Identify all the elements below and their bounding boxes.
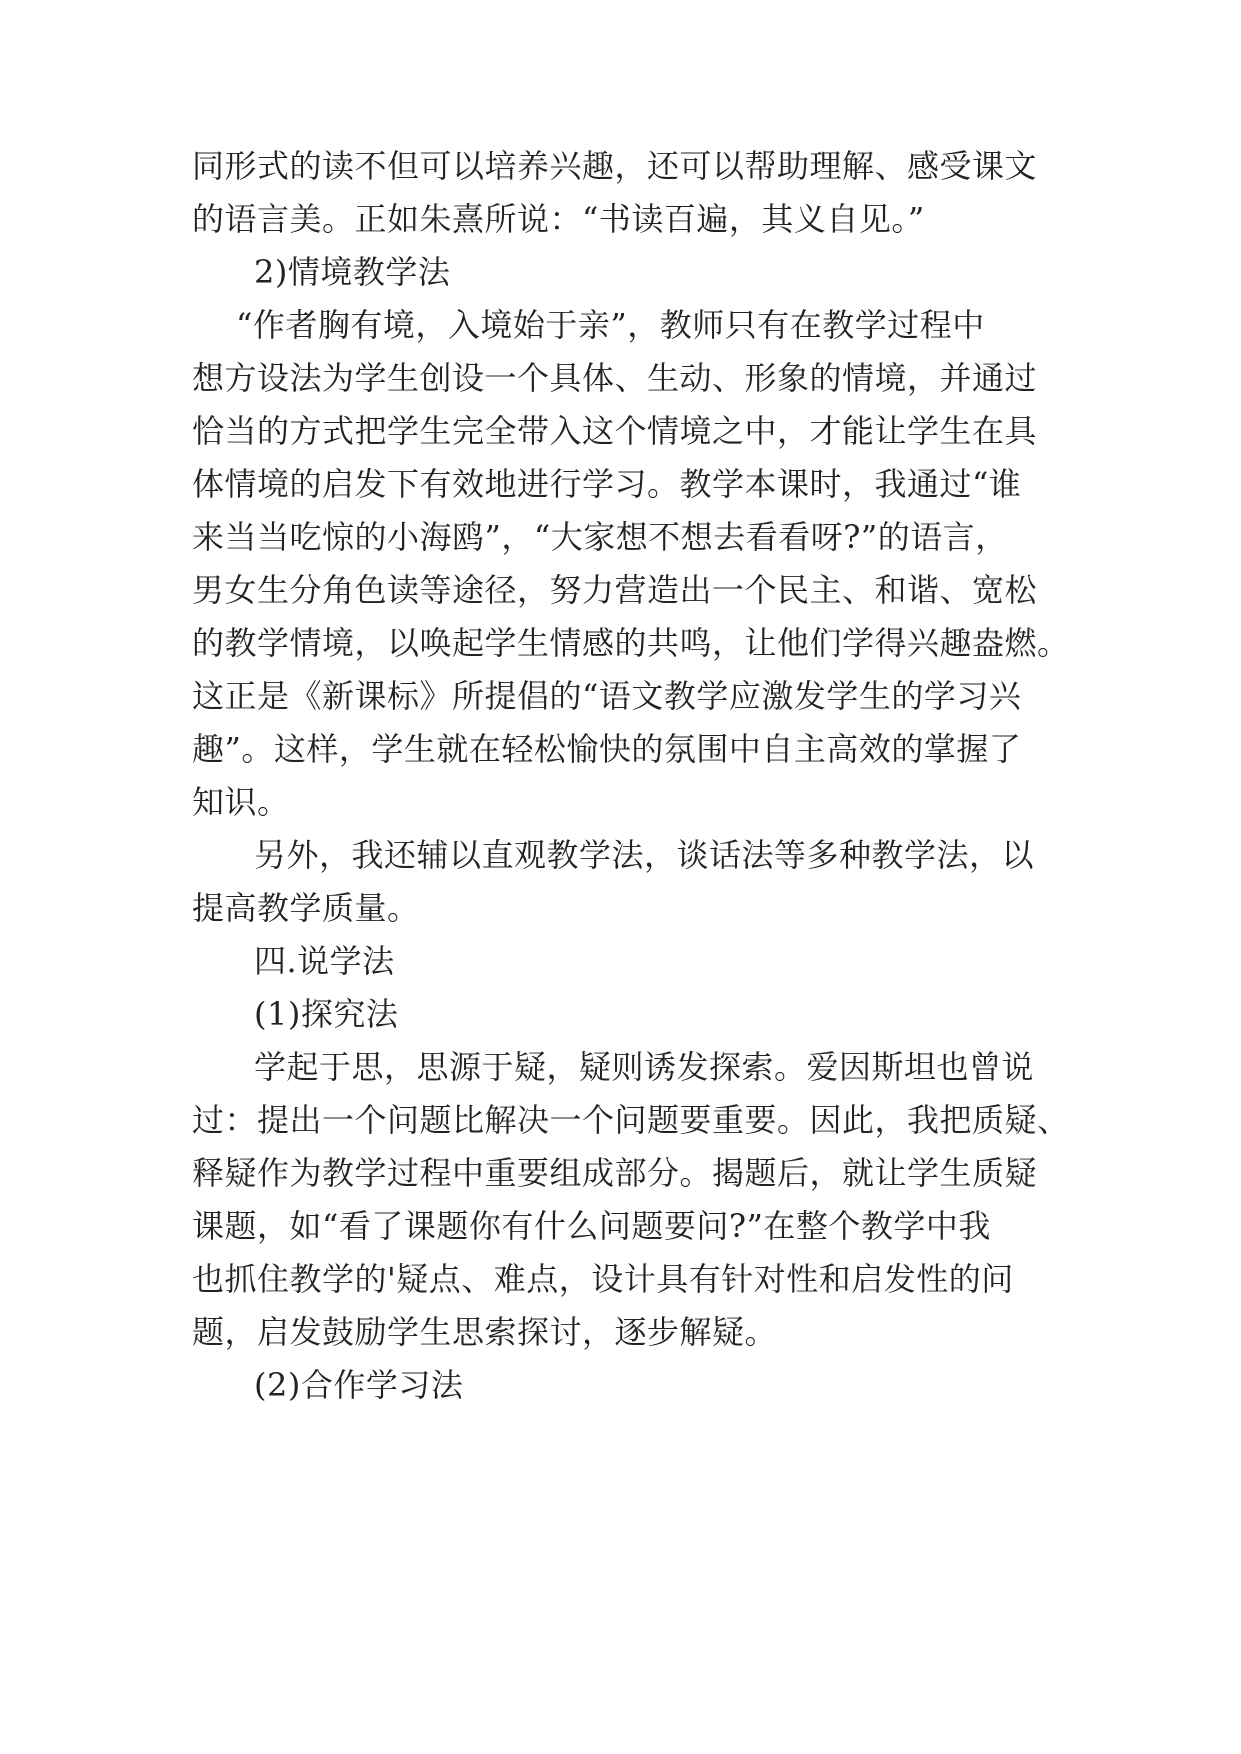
text-line: 恰当的方式把学生完全带入这个情境之中，才能让学生在具 <box>192 412 1038 450</box>
text-line: 这正是《新课标》所提倡的“语文教学应激发学生的学习兴 <box>192 677 1022 715</box>
text-line: 课题，如“看了课题你有什么问题要问?”在整个教学中我 <box>192 1207 991 1245</box>
text-line: 另外，我还辅以直观教学法，谈话法等多种教学法，以 <box>254 836 1035 874</box>
text-line: “作者胸有境，入境始于亲”，教师只有在教学过程中 <box>236 306 985 344</box>
text-line: 知识。 <box>192 783 290 821</box>
text-line: 过：提出一个问题比解决一个问题要重要。因此，我把质疑、 <box>192 1101 1070 1139</box>
text-line: 题，启发鼓励学生思索探讨，逐步解疑。 <box>192 1313 778 1351</box>
section-heading: (2)合作学习法 <box>254 1366 464 1404</box>
section-heading: (1)探究法 <box>254 995 399 1033</box>
section-heading: 2)情境教学法 <box>254 253 451 291</box>
text-line: 的教学情境，以唤起学生情感的共鸣，让他们学得兴趣盎燃。 <box>192 624 1070 662</box>
text-line: 想方设法为学生创设一个具体、生动、形象的情境，并通过 <box>192 359 1038 397</box>
text-line: 男女生分角色读等途径，努力营造出一个民主、和谐、宽松 <box>192 571 1038 609</box>
text-line: 也抓住教学的'疑点、难点，设计具有针对性和启发性的问 <box>192 1260 1014 1298</box>
text-line: 趣”。这样，学生就在轻松愉快的氛围中自主高效的掌握了 <box>192 730 1022 768</box>
text-line: 同形式的读不但可以培养兴趣，还可以帮助理解、感受课文 <box>192 147 1038 185</box>
text-line: 体情境的启发下有效地进行学习。教学本课时，我通过“谁 <box>192 465 1022 503</box>
text-line: 学起于思，思源于疑，疑则诱发探索。爱因斯坦也曾说 <box>254 1048 1035 1086</box>
text-line: 的语言美。正如朱熹所说：“书读百遍，其义自见。” <box>192 200 925 238</box>
text-line: 来当当吃惊的小海鸥”，“大家想不想去看看呀?”的语言， <box>192 518 1008 556</box>
text-line: 释疑作为教学过程中重要组成部分。揭题后，就让学生质疑 <box>192 1154 1038 1192</box>
section-heading: 四.说学法 <box>254 942 395 980</box>
text-line: 提高教学质量。 <box>192 889 420 927</box>
